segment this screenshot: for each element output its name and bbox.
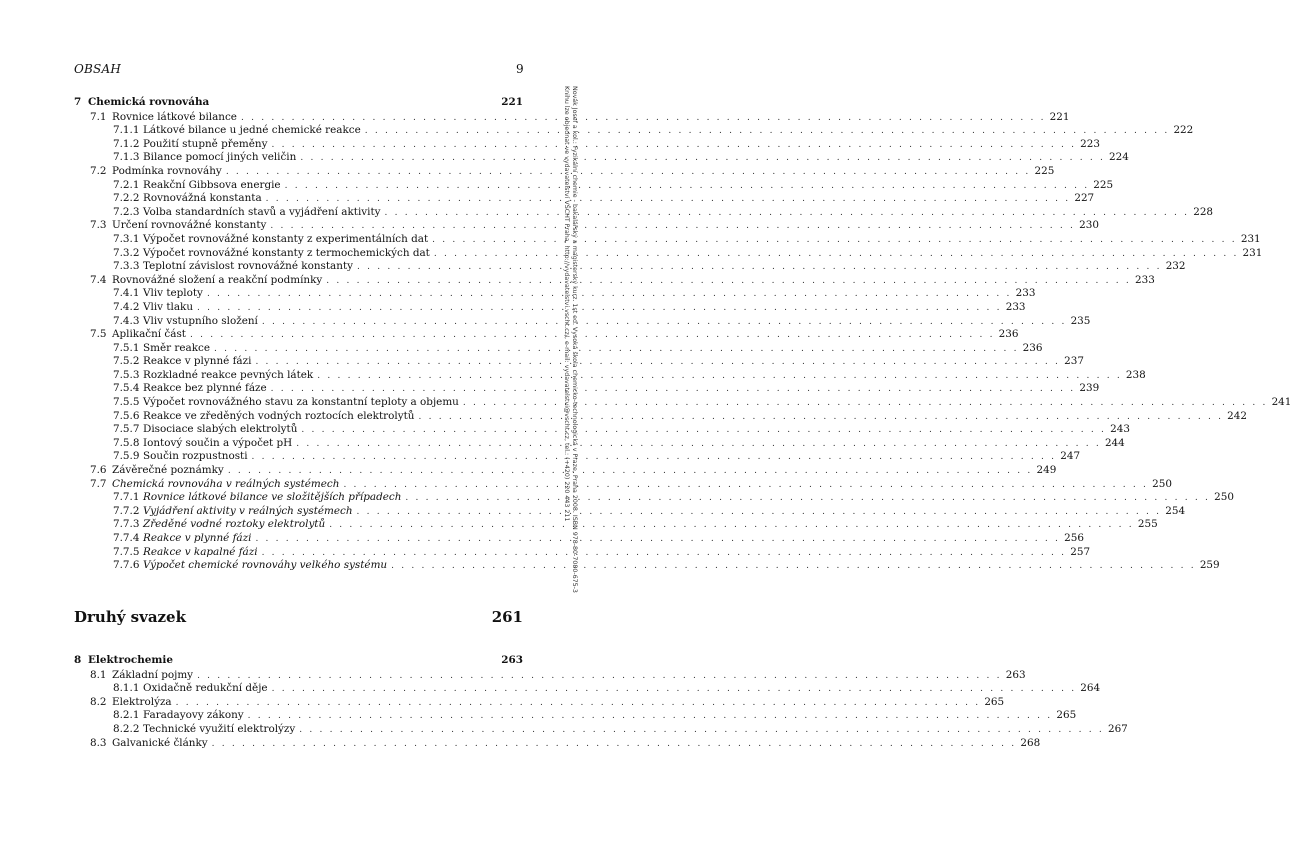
toc-entry-number: 8.2 bbox=[90, 695, 107, 708]
toc-entry-page: 243 bbox=[1110, 423, 1130, 436]
toc-entry-title: Aplikační část bbox=[112, 328, 186, 341]
toc-entry-7-5-2[interactable] bbox=[74, 355, 1084, 369]
toc-dot-leader: . . . . . . . . . . . . . . . . . . . . . . . . . . . . . . . . . . . . . . . . . . . . . . . . . . . . . . . . . . . . . . . . . . . . . . . . . . . . . . . . bbox=[206, 289, 1012, 300]
toc-entry-7-4[interactable] bbox=[74, 273, 1155, 288]
toc-entry-page: 255 bbox=[1137, 518, 1158, 531]
toc-entry-title: Disociace slabých elektrolytů bbox=[143, 423, 298, 436]
toc-entry-page: 231 bbox=[1240, 232, 1261, 245]
toc-dot-leader: . . . . . . . . . . . . . . . . . . . . . . . . . . . . . . . . . . . . . . . . . . . . . . . . . . . . . . . . . . . . . . . . . . . . . . . . . . . . . . . . bbox=[271, 139, 1077, 150]
toc-entry-7-7-6[interactable] bbox=[74, 559, 1220, 573]
toc-entry-title: Reakční Gibbsova energie bbox=[143, 178, 281, 191]
toc-entry-title: Rovnovážná konstanta bbox=[143, 192, 262, 205]
toc-entry-page: 242 bbox=[1227, 409, 1247, 422]
toc-entry-title: Reakce v plynné fázi bbox=[143, 355, 252, 368]
toc-entry-number: 7.5.1 bbox=[113, 341, 140, 354]
toc-entry-page: 259 bbox=[1199, 559, 1220, 572]
toc-entry-7-7-3[interactable] bbox=[74, 518, 1158, 532]
toc-entry-number: 7.4.2 bbox=[113, 300, 140, 313]
toc-entry-7-2-1[interactable] bbox=[74, 178, 1114, 193]
toc-dot-leader: . . . . . . . . . . . . . . . . . . . . . . . . . . . . . . . . . . . . . . . . . . . . . . . . . . . . . . . . . . . . . . . . . . . . . . . . . . . . . . . . bbox=[189, 330, 995, 341]
toc-dot-leader: . . . . . . . . . . . . . . . . . . . . . . . . . . . . . . . . . . . . . . . . . . . . . . . . . . . . . . . . . . . . . . . . . . . . . . . . . . . . . . . . bbox=[326, 275, 1131, 286]
toc-entry-number: 7.5.7 bbox=[113, 423, 140, 436]
toc-entry-7-4-1[interactable] bbox=[74, 287, 1036, 301]
toc-entry-title: Faradayovy zákony bbox=[143, 709, 244, 722]
toc-entry-7-2[interactable] bbox=[74, 164, 1055, 179]
toc-dot-leader: . . . . . . . . . . . . . . . . . . . . . . . . . . . . . . . . . . . . . . . . . . . . . . . . . . . . . . . . . . . . . . . . . . . . . . . . . . . . . . . . bbox=[391, 561, 1196, 572]
toc-dot-leader: . . . . . . . . . . . . . . . . . . . . . . . . . . . . . . . . . . . . . . . . . . . . . . . . . . . . . . . . . . . . . . . . . . . . . . . . . . . . . . . . bbox=[240, 112, 1046, 123]
toc-entry-page: 267 bbox=[1107, 722, 1128, 735]
part-title: Druhý svazek bbox=[74, 608, 186, 626]
toc-entry-title: Směr reakce bbox=[143, 341, 210, 354]
toc-entry-page: 237 bbox=[1064, 355, 1084, 368]
toc-dot-leader: . . . . . . . . . . . . . . . . . . . . . . . . . . . . . . . . . . . . . . . . . . . . . . . . . . . . . . . . . . . . . . . . . . . . . . . . . . . . . . . . bbox=[462, 398, 1268, 409]
toc-entry-title: Iontový součin a výpočet pH bbox=[143, 436, 293, 449]
toc-dot-leader: . . . . . . . . . . . . . . . . . . . . . . . . . . . . . . . . . . . . . . . . . . . . . . . . . . . . . . . . . . . . . . . . . . . . . . . . . . . . . . . . bbox=[432, 234, 1237, 245]
toc-entry-page: 249 bbox=[1036, 464, 1057, 477]
toc-dot-leader: . . . . . . . . . . . . . . . . . . . . . . . . . . . . . . . . . . . . . . . . . . . . . . . . . . . . . . . . . . . . . . . . . . . . . . . . . . . . . . . . bbox=[271, 684, 1077, 695]
toc-dot-leader: . . . . . . . . . . . . . . . . . . . . . . . . . . . . . . . . . . . . . . . . . . . . . . . . . . . . . . . . . . . . . . . . . . . . . . . . . . . . . . . . bbox=[211, 738, 1017, 749]
toc-entry-page: 264 bbox=[1080, 682, 1101, 695]
toc-entry-number: 7.2.2 bbox=[113, 192, 140, 205]
toc-entry-number: 7.5.9 bbox=[113, 450, 140, 463]
toc-entry-page: 241 bbox=[1271, 396, 1291, 409]
toc-dot-leader: . . . . . . . . . . . . . . . . . . . . . . . . . . . . . . . . . . . . . . . . . . . . . . . . . . . . . . . . . . . . . . . . . . . . . . . . . . . . . . . . bbox=[405, 493, 1211, 504]
toc-entry-title: Volba standardních stavů a vyjádření aktivity bbox=[143, 205, 381, 218]
toc-entry-7-5-6[interactable] bbox=[74, 409, 1247, 424]
toc-entry-title: Chemická rovnováha bbox=[88, 96, 210, 108]
toc-entry-number: 7.7.2 bbox=[113, 504, 140, 517]
toc-entry-7-3[interactable] bbox=[74, 219, 1099, 233]
toc-entry-number: 7.3.1 bbox=[113, 232, 140, 245]
toc-entry-number: 7.7.4 bbox=[113, 532, 140, 544]
toc-entry-number: 7.7.5 bbox=[113, 545, 140, 558]
toc-dot-leader: . . . . . . . . . . . . . . . . . . . . . . . . . . . . . . . . . . . . . . . . . . . . . . . . . . . . . . . . . . . . . . . . . . . . . . . . . . . . . . . . bbox=[329, 520, 1134, 531]
toc-entry-page: 236 bbox=[1022, 341, 1043, 354]
toc-entry-number: 7.3 bbox=[90, 219, 107, 232]
toc-entry-number: 7.7.6 bbox=[113, 559, 140, 572]
toc-dot-leader: . . . . . . . . . . . . . . . . . . . . . . . . . . . . . . . . . . . . . . . . . . . . . . . . . . . . . . . . . . . . . . . . . . . . . . . . . . . . . . . . bbox=[357, 262, 1162, 273]
toc-entry-7-5-1[interactable] bbox=[74, 341, 1043, 356]
toc-entry-title: Vliv vstupního složení bbox=[143, 314, 258, 327]
toc-entry-number: 7.2.1 bbox=[113, 178, 140, 191]
toc-entry-7-3-1[interactable] bbox=[74, 232, 1261, 247]
toc-entry-title: Použití stupně přeměny bbox=[143, 137, 268, 150]
toc-entry-title: Oxidačně redukční děje bbox=[143, 682, 268, 695]
toc-dot-leader: . . . . . . . . . . . . . . . . . . . . . . . . . . . . . . . . . . . . . . . . . . . . . . . . . . . . . . . . . . . . . . . . . . . . . . . . . . . . . . . . bbox=[433, 248, 1239, 259]
toc-entry-number: 8 bbox=[74, 654, 82, 666]
toc-entry-number: 7.6 bbox=[90, 464, 107, 477]
table-of-contents-part2 bbox=[74, 654, 1128, 750]
toc-entry-7[interactable] bbox=[74, 96, 523, 110]
toc-entry-title: Rovnice látkové bilance ve složitějších případech bbox=[143, 491, 402, 504]
toc-entry-7-4-2[interactable] bbox=[74, 300, 1026, 315]
toc-entry-page: 250 bbox=[1214, 491, 1234, 504]
toc-entry-number: 7.1.1 bbox=[113, 124, 140, 137]
toc-entry-7-3-3[interactable] bbox=[74, 260, 1186, 274]
toc-entry-7-1-1[interactable] bbox=[74, 124, 1194, 138]
toc-entry-title: Výpočet chemické rovnováhy velkého systému bbox=[143, 559, 388, 572]
toc-dot-leader: . . . . . . . . . . . . . . . . . . . . . . . . . . . . . . . . . . . . . . . . . . . . . . . . . . . . . . . . . . . . . . . . . . . . . . . . . . . . . . . . bbox=[270, 384, 1076, 395]
toc-dot-leader: . . . . . . . . . . . . . . . . . . . . . . . . . . . . . . . . . . . . . . . . . . . . . . . . . . . . . . . . . . . . . . . . . . . . . . . . . . . . . . . . bbox=[265, 194, 1071, 205]
toc-entry-title: Rovnice látkové bilance bbox=[112, 110, 237, 123]
toc-entry-title: Součin rozpustnosti bbox=[143, 450, 248, 463]
toc-entry-page: 222 bbox=[1173, 124, 1194, 137]
toc-dot-leader: . . . . . . . . . . . . . . . . . . . . . . . . . . . . . . . . . . . . . . . . . . . . . . . . . . . . . . . . . . . . . . . . . . . . . . . . . . . . . . . . bbox=[301, 425, 1107, 436]
toc-entry-7-1[interactable] bbox=[74, 110, 1070, 125]
toc-entry-number: 7.5.3 bbox=[113, 368, 140, 381]
toc-entry-page: 235 bbox=[1070, 314, 1091, 327]
toc-entry-title: Reakce ve zředěných vodných roztocích elektrolytů bbox=[143, 409, 415, 422]
running-header-title: OBSAH bbox=[74, 62, 122, 76]
toc-entry-title: Podmínka rovnováhy bbox=[112, 164, 222, 177]
toc-entry-page: 250 bbox=[1152, 477, 1172, 490]
toc-entry-page: 236 bbox=[998, 328, 1019, 341]
page-number: 9 bbox=[516, 62, 524, 76]
toc-entry-page: 256 bbox=[1064, 532, 1084, 544]
toc-entry-title: Rozkladné reakce pevných látek bbox=[143, 368, 314, 381]
toc-entry-title: Závěrečné poznámky bbox=[112, 464, 224, 477]
toc-entry-title: Rovnovážné složení a reakční podmínky bbox=[112, 273, 323, 286]
toc-dot-leader: . . . . . . . . . . . . . . . . . . . . . . . . . . . . . . . . . . . . . . . . . . . . . . . . . . . . . . . . . . . . . . . . . . . . . . . . . . . . . . . . bbox=[296, 438, 1101, 449]
toc-entry-number: 7.1.2 bbox=[113, 137, 140, 150]
toc-dot-leader: . . . . . . . . . . . . . . . . . . . . . . . . . . . . . . . . . . . . . . . . . . . . . . . . . . . . . . . . . . . . . . . . . . . . . . . . . . . . . . . . bbox=[270, 221, 1076, 232]
toc-dot-leader: . . . . . . . . . . . . . . . . . . . . . . . . . . . . . . . . . . . . . . . . . . . . . . . . . . . . . . . . . . . . . . . . . . . . . . . . . . . . . . . . bbox=[343, 479, 1149, 490]
toc-entry-7-5[interactable] bbox=[74, 328, 1019, 342]
toc-entry-page: 223 bbox=[1080, 137, 1100, 150]
toc-dot-leader: . . . . . . . . . . . . . . . . . . . . . . . . . . . . . . . . . . . . . . . . . . . . . . . . . . . . . . . . . . . . . . . . . . . . . . . . . . . . . . . . bbox=[317, 370, 1122, 381]
toc-entry-7-5-3[interactable] bbox=[74, 368, 1146, 383]
toc-entry-7-7-2[interactable] bbox=[74, 504, 1186, 519]
toc-entry-number: 8.1.1 bbox=[113, 682, 140, 695]
toc-entry-7-1-2[interactable] bbox=[74, 137, 1100, 152]
toc-entry-8-1-1[interactable] bbox=[74, 682, 1101, 696]
toc-dot-leader: . . . . . . . . . . . . . . . . . . . . . . . . . . . . . . . . . . . . . . . . . . . . . . . . . . . . . . . . . . . . . . . . . . . . . . . . . . . . . . . . bbox=[299, 724, 1104, 735]
toc-entry-7-5-7[interactable] bbox=[74, 423, 1130, 437]
toc-entry-8-1[interactable] bbox=[74, 668, 1026, 683]
toc-entry-7-4-3[interactable] bbox=[74, 314, 1091, 329]
toc-entry-number: 7.2.3 bbox=[113, 205, 140, 218]
toc-entry-number: 8.3 bbox=[90, 736, 107, 749]
toc-entry-7-5-8[interactable] bbox=[74, 436, 1125, 451]
toc-dot-leader: . . . . . . . . . . . . . . . . . . . . . . . . . . . . . . . . . . . . . . . . . . . . . . . . . . . . . . . . . . . . . . . . . . . . . . . . . . . . . . . . bbox=[197, 670, 1002, 681]
toc-entry-page: 228 bbox=[1193, 205, 1214, 218]
toc-entry-number: 7.4.1 bbox=[113, 287, 140, 300]
toc-entry-title: Reakce bez plynné fáze bbox=[143, 382, 267, 395]
side-note-line1: Novák Josef a kol.: Fyzikální chemie - bakalářský a magisterský kurz. 1st ed. Vysoká škola chemicko-technologická v Praze, Praha 2008. ISBN 978-80-7080-675-3 bbox=[571, 86, 578, 593]
toc-entry-title: Výpočet rovnovážné konstanty z termochemických dat bbox=[143, 246, 430, 259]
toc-entry-title: Chemická rovnováha v reálných systémech bbox=[112, 477, 340, 490]
toc-entry-title: Elektrochemie bbox=[88, 654, 173, 666]
part-heading bbox=[74, 608, 523, 626]
toc-entry-7-7-5[interactable] bbox=[74, 545, 1091, 560]
toc-entry-page: 232 bbox=[1165, 260, 1186, 273]
toc-dot-leader: . . . . . . . . . . . . . . . . . . . . . . . . . . . . . . . . . . . . . . . . . . . . . . . . . . . . . . . . . . . . . . . . . . . . . . . . . . . . . . . . bbox=[213, 343, 1019, 354]
toc-dot-leader: . . . . . . . . . . . . . . . . . . . . . . . . . . . . . . . . . . . . . . . . . . . . . . . . . . . . . . . . . . . . . . . . . . . . . . . . . . . . . . . . bbox=[247, 711, 1053, 722]
toc-dot-leader: . . . . . . . . . . . . . . . . . . . . . . . . . . . . . . . . . . . . . . . . . . . . . . . . . . . . . . . . . . . . . . . . . . . . . . . . . . . . . . . . bbox=[227, 466, 1033, 477]
toc-dot-leader: . . . . . . . . . . . . . . . . . . . . . . . . . . . . . . . . . . . . . . . . . . . . . . . . . . . . . . . . . . . . . . . . . . . . . . . . . . . . . . . . bbox=[255, 357, 1061, 368]
toc-entry-title: Reakce v kapalné fázi bbox=[143, 545, 258, 558]
toc-entry-title: Technické využití elektrolýzy bbox=[143, 722, 296, 735]
toc-entry-number: 7.7 bbox=[90, 477, 107, 490]
toc-entry-number: 7.2 bbox=[90, 164, 107, 177]
toc-entry-7-5-9[interactable] bbox=[74, 450, 1081, 464]
toc-entry-7-6[interactable] bbox=[74, 464, 1057, 478]
part-page: 261 bbox=[491, 608, 523, 626]
toc-entry-7-7-1[interactable] bbox=[74, 491, 1234, 505]
toc-entry-page: 221 bbox=[501, 96, 523, 108]
toc-entry-number: 7.3.3 bbox=[113, 260, 140, 273]
toc-entry-page: 238 bbox=[1125, 368, 1146, 381]
toc-entry-number: 7.5.2 bbox=[113, 355, 140, 368]
toc-dot-leader: . . . . . . . . . . . . . . . . . . . . . . . . . . . . . . . . . . . . . . . . . . . . . . . . . . . . . . . . . . . . . . . . . . . . . . . . . . . . . . . . bbox=[364, 126, 1170, 137]
toc-entry-title: Výpočet rovnovážné konstanty z experimentálních dat bbox=[143, 232, 429, 245]
toc-dot-leader: . . . . . . . . . . . . . . . . . . . . . . . . . . . . . . . . . . . . . . . . . . . . . . . . . . . . . . . . . . . . . . . . . . . . . . . . . . . . . . . . bbox=[251, 452, 1057, 463]
toc-entry-page: 231 bbox=[1242, 246, 1263, 259]
toc-entry-number: 7.4 bbox=[90, 273, 107, 286]
toc-entry-7-1-3[interactable] bbox=[74, 151, 1129, 165]
toc-entry-number: 7.5.5 bbox=[113, 396, 140, 409]
toc-entry-title: Reakce v plynné fázi bbox=[143, 532, 252, 544]
toc-entry-page: 263 bbox=[501, 654, 523, 666]
toc-entry-7-7[interactable] bbox=[74, 477, 1172, 492]
toc-entry-7-5-4[interactable] bbox=[74, 382, 1100, 396]
toc-entry-number: 8.2.2 bbox=[113, 722, 140, 735]
toc-entry-page: 239 bbox=[1079, 382, 1100, 395]
toc-entry-page: 225 bbox=[1093, 178, 1114, 191]
toc-entry-page: 233 bbox=[1015, 287, 1036, 300]
toc-entry-number: 7.7.3 bbox=[113, 518, 140, 531]
toc-entry-number: 7.5.4 bbox=[113, 382, 140, 395]
toc-entry-number: 7.5.6 bbox=[113, 409, 140, 422]
toc-entry-title: Vliv tlaku bbox=[143, 300, 194, 313]
toc-entry-8-2-1[interactable] bbox=[74, 709, 1077, 723]
toc-entry-title: Látkové bilance u jedné chemické reakce bbox=[143, 124, 361, 137]
toc-entry-page: 227 bbox=[1074, 192, 1095, 205]
toc-entry-page: 225 bbox=[1034, 164, 1055, 177]
toc-entry-8-2-2[interactable] bbox=[74, 722, 1128, 737]
toc-entry-7-5-5[interactable] bbox=[74, 396, 1291, 410]
toc-entry-title: Teplotní závislost rovnovážné konstanty bbox=[143, 260, 353, 273]
toc-entry-number: 7.3.2 bbox=[113, 246, 140, 259]
toc-entry-page: 257 bbox=[1070, 545, 1091, 558]
toc-entry-7-3-2[interactable] bbox=[74, 246, 1263, 261]
toc-entry-8-3[interactable] bbox=[74, 736, 1041, 751]
toc-dot-leader: . . . . . . . . . . . . . . . . . . . . . . . . . . . . . . . . . . . . . . . . . . . . . . . . . . . . . . . . . . . . . . . . . . . . . . . . . . . . . . . . bbox=[261, 316, 1067, 327]
toc-entry-title: Vyjádření aktivity v reálných systémech bbox=[143, 504, 353, 517]
toc-entry-page: 230 bbox=[1079, 219, 1099, 232]
toc-dot-leader: . . . . . . . . . . . . . . . . . . . . . . . . . . . . . . . . . . . . . . . . . . . . . . . . . . . . . . . . . . . . . . . . . . . . . . . . . . . . . . . . bbox=[175, 697, 981, 708]
toc-dot-leader: . . . . . . . . . . . . . . . . . . . . . . . . . . . . . . . . . . . . . . . . . . . . . . . . . . . . . . . . . . . . . . . . . . . . . . . . . . . . . . . . bbox=[261, 547, 1067, 558]
toc-dot-leader: . . . . . . . . . . . . . . . . . . . . . . . . . . . . . . . . . . . . . . . . . . . . . . . . . . . . . . . . . . . . . . . . . . . . . . . . . . . . . . . . bbox=[284, 180, 1090, 191]
toc-entry-page: 254 bbox=[1165, 504, 1186, 517]
toc-entry-number: 7.5.8 bbox=[113, 436, 140, 449]
toc-entry-page: 233 bbox=[1005, 300, 1026, 313]
toc-entry-title: Základní pojmy bbox=[112, 668, 194, 681]
toc-entry-7-2-2[interactable] bbox=[74, 192, 1095, 206]
toc-entry-number: 7.1.3 bbox=[113, 151, 140, 164]
toc-dot-leader: . . . . . . . . . . . . . . . . . . . . . . . . . . . . . . . . . . . . . . . . . . . . . . . . . . . . . . . . . . . . . . . . . . . . . . . . . . . . . . . . bbox=[197, 302, 1002, 313]
toc-dot-leader: . . . . . . . . . . . . . . . . . . . . . . . . . . . . . . . . . . . . . . . . . . . . . . . . . . . . . . . . . . . . . . . . . . . . . . . . . . . . . . . . bbox=[418, 411, 1224, 422]
toc-entry-page: 265 bbox=[1056, 709, 1077, 722]
toc-entry-title: Vliv teploty bbox=[143, 287, 203, 300]
toc-entry-8[interactable] bbox=[74, 654, 523, 668]
toc-entry-number: 7.4.3 bbox=[113, 314, 140, 327]
toc-entry-title: Výpočet rovnovážného stavu za konstantní teploty a objemu bbox=[143, 396, 459, 409]
toc-dot-leader: . . . . . . . . . . . . . . . . . . . . . . . . . . . . . . . . . . . . . . . . . . . . . . . . . . . . . . . . . . . . . . . . . . . . . . . . . . . . . . . . bbox=[356, 506, 1162, 517]
toc-entry-number: 7.5 bbox=[90, 328, 107, 341]
side-publication-note bbox=[562, 86, 578, 806]
toc-entry-title: Určení rovnovážné konstanty bbox=[112, 219, 267, 232]
toc-entry-page: 221 bbox=[1049, 110, 1070, 123]
toc-entry-page: 263 bbox=[1005, 668, 1026, 681]
toc-entry-page: 265 bbox=[984, 695, 1005, 708]
toc-entry-page: 268 bbox=[1020, 736, 1041, 749]
toc-entry-7-2-3[interactable] bbox=[74, 205, 1214, 220]
toc-dot-leader: . . . . . . . . . . . . . . . . . . . . . . . . . . . . . . . . . . . . . . . . . . . . . . . . . . . . . . . . . . . . . . . . . . . . . . . . . . . . . . . . bbox=[384, 207, 1190, 218]
toc-entry-7-7-4[interactable] bbox=[74, 532, 1084, 546]
toc-entry-page: 247 bbox=[1060, 450, 1081, 463]
toc-entry-title: Galvanické články bbox=[112, 736, 208, 749]
toc-dot-leader: . . . . . . . . . . . . . . . . . . . . . . . . . . . . . . . . . . . . . . . . . . . . . . . . . . . . . . . . . . . . . . . . . . . . . . . . . . . . . . . . bbox=[255, 534, 1061, 544]
toc-entry-title: Elektrolýza bbox=[112, 695, 172, 708]
toc-entry-number: 7 bbox=[74, 96, 82, 108]
toc-entry-page: 244 bbox=[1104, 436, 1125, 449]
toc-entry-number: 8.2.1 bbox=[113, 709, 140, 722]
toc-dot-leader: . . . . . . . . . . . . . . . . . . . . . . . . . . . . . . . . . . . . . . . . . . . . . . . . . . . . . . . . . . . . . . . . . . . . . . . . . . . . . . . . bbox=[300, 153, 1106, 164]
toc-entry-title: Bilance pomocí jiných veličin bbox=[143, 151, 297, 164]
toc-entry-number: 8.1 bbox=[90, 668, 107, 681]
toc-entry-number: 7.1 bbox=[90, 110, 107, 123]
toc-entry-title: Zředěné vodné roztoky elektrolytů bbox=[143, 518, 326, 531]
toc-dot-leader: . . . . . . . . . . . . . . . . . . . . . . . . . . . . . . . . . . . . . . . . . . . . . . . . . . . . . . . . . . . . . . . . . . . . . . . . . . . . . . . . bbox=[225, 166, 1031, 177]
toc-entry-number: 7.7.1 bbox=[113, 491, 140, 504]
toc-entry-page: 224 bbox=[1109, 151, 1129, 164]
toc-entry-8-2[interactable] bbox=[74, 695, 1005, 710]
side-note-line2: Knihu lze objednat ve vydavatelství VŠCHT Praha, http://vydavatelstvi.vscht.cz/, e-mail: vydavatelstvi@vscht.cz, tel.: (+420) 220 443 211 bbox=[563, 86, 570, 522]
toc-entry-page: 233 bbox=[1134, 273, 1155, 286]
